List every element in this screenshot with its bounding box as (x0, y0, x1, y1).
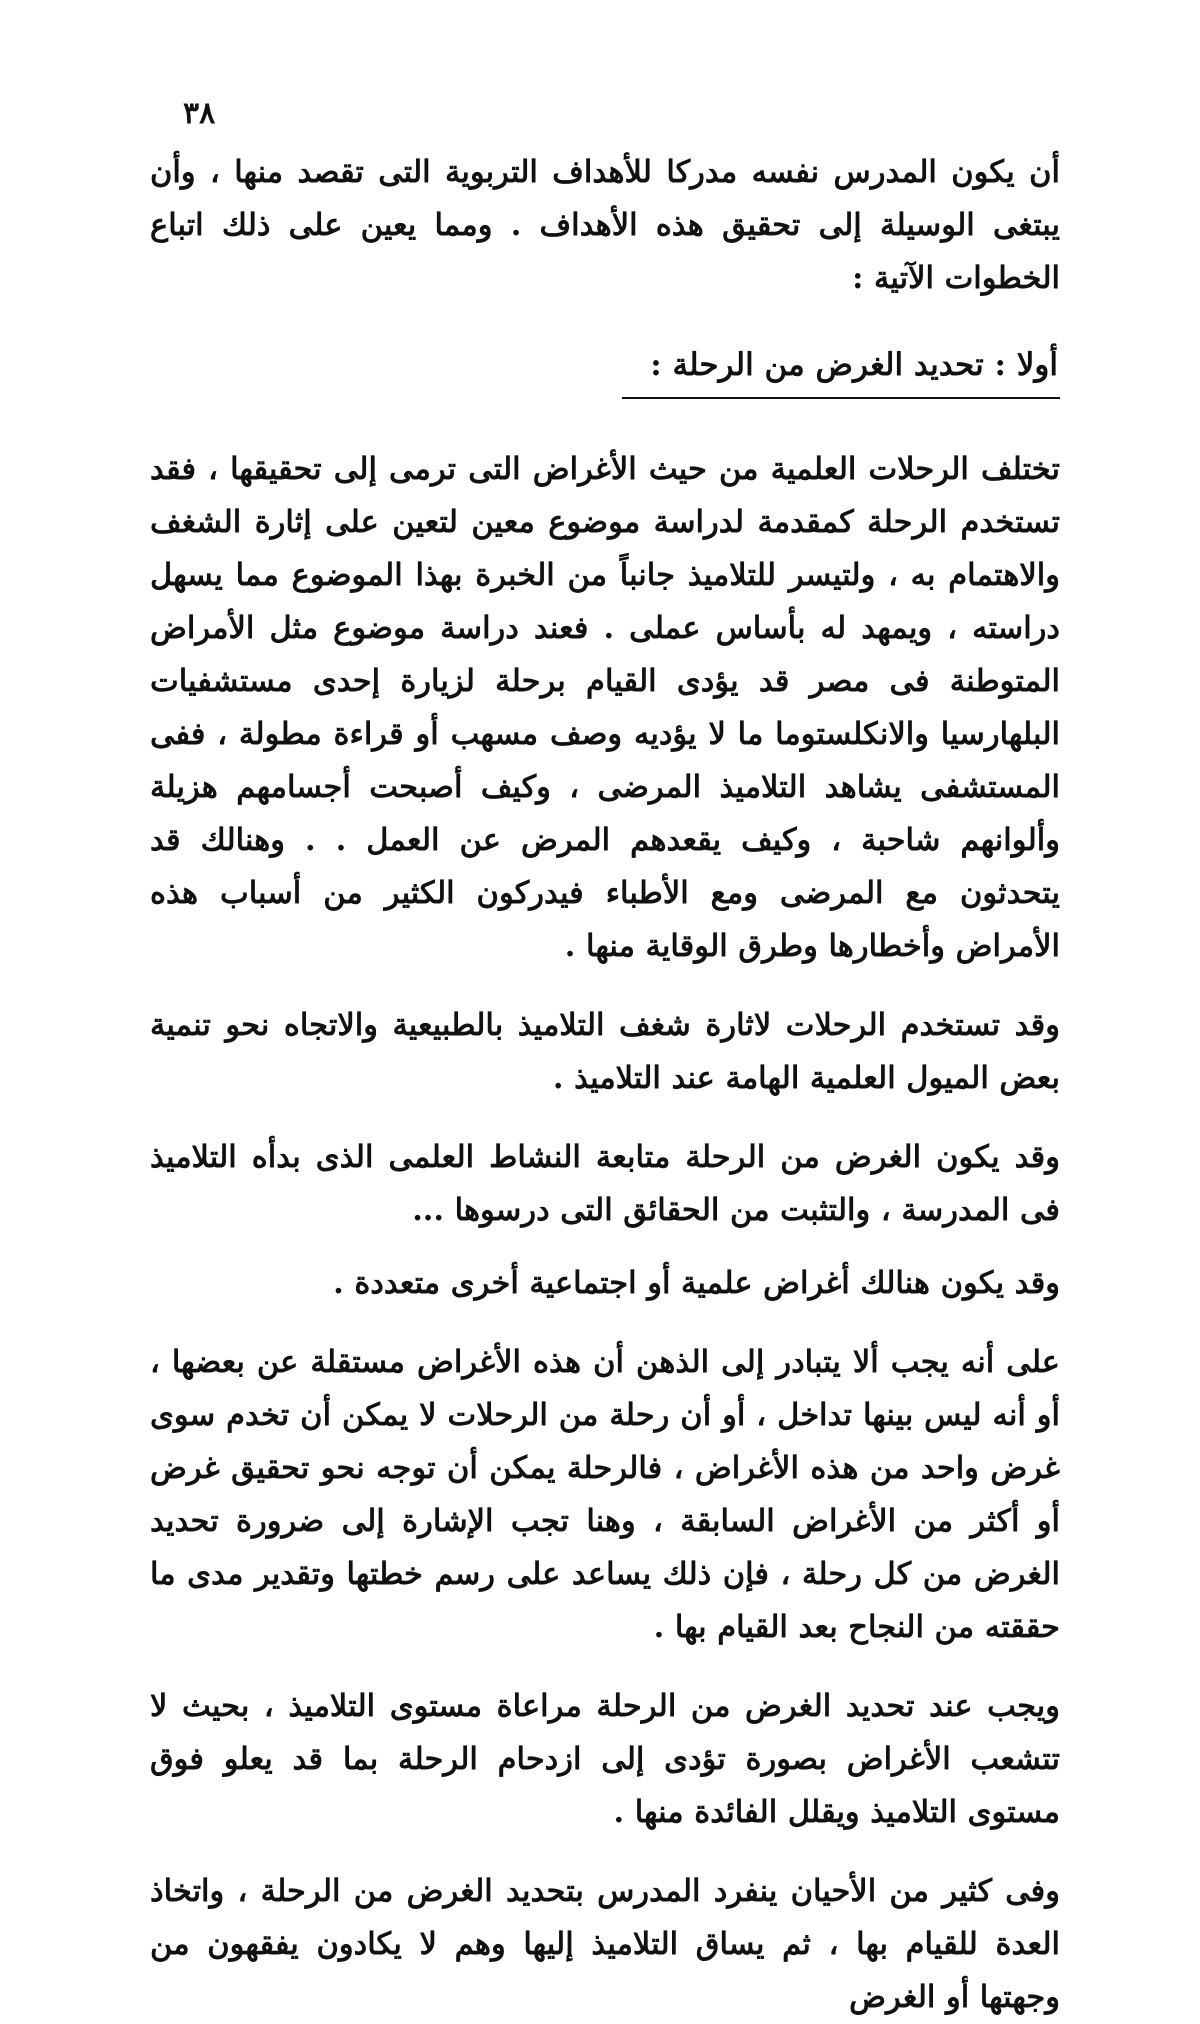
paragraph-3: وقد يكون الغرض من الرحلة متابعة النشاط العلمى الذى بدأه التلاميذ فى المدرسة ، والتثبت من الحقائق التى درسوها ... (150, 1139, 1060, 1228)
section-heading: أولا : تحديد الغرض من الرحلة : (622, 339, 1060, 399)
intro-paragraph: أن يكون المدرس نفسه مدركا للأهداف التربوية التى تقصد منها ، وأن يبتغى الوسيلة إلى تحقيق هذه الأهداف . ومما يعين على ذلك اتباع الخطوات الآتية : (150, 154, 1060, 296)
section-heading-container (150, 339, 1060, 399)
paragraph-5: على أنه يجب ألا يتبادر إلى الذهن أن هذه الأغراض مستقلة عن بعضها ، أو أنه ليس بينها تداخل ، أو أن رحلة من الرحلات لا يمكن أن تخدم سوى غرض واحد من هذه الأغراض ، فالرحلة يمكن أن توجه نحو تحقيق غرض أو أكثر من الأغراض السابقة ، وهنا تجب الإشارة إلى ضرورة تحديد الغرض من كل رحلة ، فإن ذلك يساعد على رسم خطتها وتقدير مدى ما حققته من النجاح بعد القيام بها . (150, 1344, 1060, 1645)
page-number: ٣٨ (183, 96, 216, 131)
paragraph-4: وقد يكون هنالك أغراض علمية أو اجتماعية أخرى متعددة . (333, 1265, 1060, 1301)
paragraph-1: تختلف الرحلات العلمية من حيث الأغراض التى ترمى إلى تحقيقها ، فقد تستخدم الرحلة كمقدمة لدراسة موضوع معين لتعين على إثارة الشغف والاهتمام به ، ولتيسر للتلاميذ جانباً من الخبرة بهذا الموضوع مما يسهل دراسته ، ويمهد له بأساس عملى . فعند دراسة موضوع مثل الأمراض المتوطنة فى مصر قد يؤدى القيام برحلة لزيارة إحدى مستشفيات البلهارسيا والانكلستوما ما لا يؤديه وصف مسهب أو قراءة مطولة ، ففى المستشفى يشاهد التلاميذ المرضى ، وكيف أصبحت أجسامهم هزيلة وألوانهم شاحبة ، وكيف يقعدهم المرض عن العمل . . وهنالك قد يتحدثون مع المرضى ومع الأطباء فيدركون الكثير من أسباب هذه الأمراض وأخطارها وطرق الوقاية منها . (150, 451, 1060, 964)
paragraph-7: وفى كثير من الأحيان ينفرد المدرس بتحديد الغرض من الرحلة ، واتخاذ العدة للقيام بها ، ثم يساق التلاميذ إليها وهم لا يكادون يفقهون من وجهتها أو الغرض (150, 1873, 1060, 2015)
paragraph-2: وقد تستخدم الرحلات لاثارة شغف التلاميذ بالطبيعية والاتجاه نحو تنمية بعض الميول العلمية الهامة عند التلاميذ . (150, 1007, 1060, 1096)
paragraph-6: ويجب عند تحديد الغرض من الرحلة مراعاة مستوى التلاميذ ، بحيث لا تتشعب الأغراض بصورة تؤدى إلى ازدحام الرحلة بما قد يعلو فوق مستوى التلاميذ ويقلل الفائدة منها . (150, 1688, 1060, 1830)
